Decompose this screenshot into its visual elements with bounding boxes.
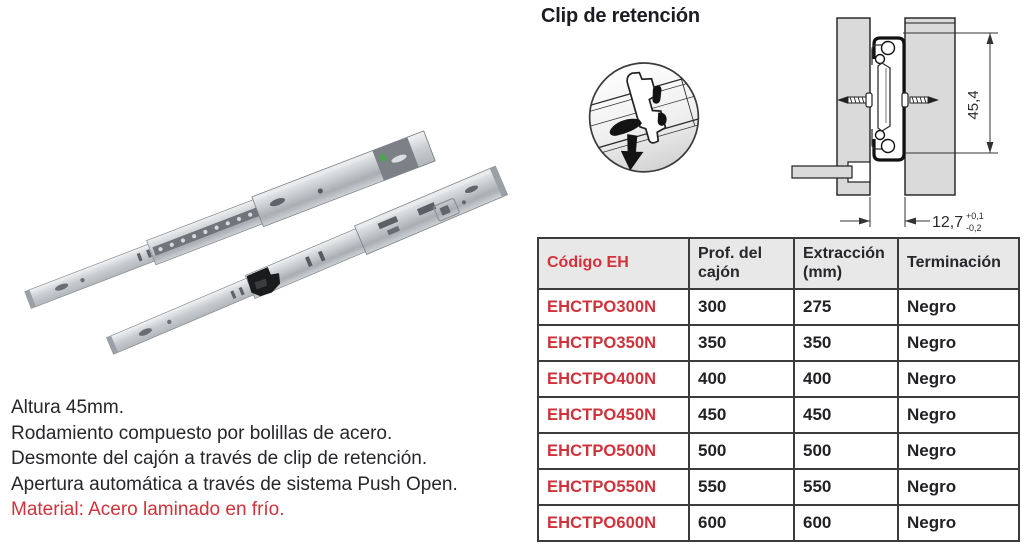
cell-terminacion: Negro bbox=[898, 433, 1019, 469]
description-line: Altura 45mm. bbox=[11, 397, 124, 418]
cell-terminacion: Negro bbox=[898, 361, 1019, 397]
cell-extraccion: 400 bbox=[794, 361, 898, 397]
table-row bbox=[538, 433, 1019, 469]
col-header-profundidad: Prof. del cajón bbox=[689, 238, 794, 289]
description-line: Desmonte del cajón a través de clip de retención. bbox=[11, 448, 428, 470]
cell-extraccion: 275 bbox=[794, 289, 898, 325]
height-dimension-label: 45,4 bbox=[965, 90, 982, 120]
description-line: Apertura automática a través de sistema Push Open. bbox=[11, 473, 458, 495]
cell-terminacion: Negro bbox=[898, 469, 1019, 505]
product-photo bbox=[0, 50, 540, 395]
cell-profundidad: 500 bbox=[689, 433, 794, 469]
drawer-slides-image bbox=[0, 50, 540, 395]
tolerance-minus-label: -0,2 bbox=[966, 223, 982, 233]
cell-codigo: EHCTPO450N bbox=[538, 397, 689, 433]
clip-detail-diagram bbox=[576, 48, 712, 184]
tolerance-plus-label: +0,1 bbox=[966, 211, 984, 221]
table-row bbox=[538, 397, 1019, 433]
cell-extraccion: 450 bbox=[794, 397, 898, 433]
col-header-codigo: Código EH bbox=[538, 238, 689, 289]
technical-drawing bbox=[790, 5, 1024, 235]
slide-profile bbox=[872, 38, 904, 160]
cell-profundidad: 350 bbox=[689, 325, 794, 361]
material-line: Material: Acero laminado en frío. bbox=[11, 499, 285, 521]
cell-profundidad: 300 bbox=[689, 289, 794, 325]
cell-extraccion: 600 bbox=[794, 505, 898, 541]
product-description bbox=[11, 395, 458, 523]
cell-terminacion: Negro bbox=[898, 397, 1019, 433]
cell-codigo: EHCTPO600N bbox=[538, 505, 689, 541]
ball-bearing bbox=[882, 42, 895, 55]
col-header-extraccion: Extracción (mm) bbox=[794, 238, 898, 289]
cell-terminacion: Negro bbox=[898, 289, 1019, 325]
cell-terminacion: Negro bbox=[898, 505, 1019, 541]
cell-extraccion: 550 bbox=[794, 469, 898, 505]
spec-table bbox=[537, 237, 1020, 542]
table-row bbox=[538, 505, 1019, 541]
cell-codigo: EHCTPO350N bbox=[538, 325, 689, 361]
cell-codigo: EHCTPO500N bbox=[538, 433, 689, 469]
width-dimension-label: 12,7 bbox=[932, 214, 964, 231]
cell-profundidad: 600 bbox=[689, 505, 794, 541]
table-row bbox=[538, 361, 1019, 397]
col-header-terminacion: Terminación bbox=[898, 238, 1019, 289]
width-dimension bbox=[840, 197, 930, 227]
cell-extraccion: 350 bbox=[794, 325, 898, 361]
clip-section-title: Clip de retención bbox=[541, 5, 700, 27]
table-row bbox=[538, 325, 1019, 361]
table-row bbox=[538, 469, 1019, 505]
description-line: Rodamiento compuesto por bolillas de acero. bbox=[11, 422, 393, 444]
cell-codigo: EHCTPO550N bbox=[538, 469, 689, 505]
drawer-side-panel bbox=[905, 18, 955, 195]
table-header-row bbox=[538, 238, 1019, 289]
cell-profundidad: 400 bbox=[689, 361, 794, 397]
cross-section-image bbox=[790, 5, 1024, 235]
cell-profundidad: 450 bbox=[689, 397, 794, 433]
clip-diagram-image bbox=[576, 48, 712, 184]
cell-extraccion: 500 bbox=[794, 433, 898, 469]
table-row bbox=[538, 289, 1019, 325]
cell-profundidad: 550 bbox=[689, 469, 794, 505]
drawer-bottom-bar bbox=[792, 166, 852, 178]
cell-codigo: EHCTPO400N bbox=[538, 361, 689, 397]
cell-terminacion: Negro bbox=[898, 325, 1019, 361]
cell-codigo: EHCTPO300N bbox=[538, 289, 689, 325]
